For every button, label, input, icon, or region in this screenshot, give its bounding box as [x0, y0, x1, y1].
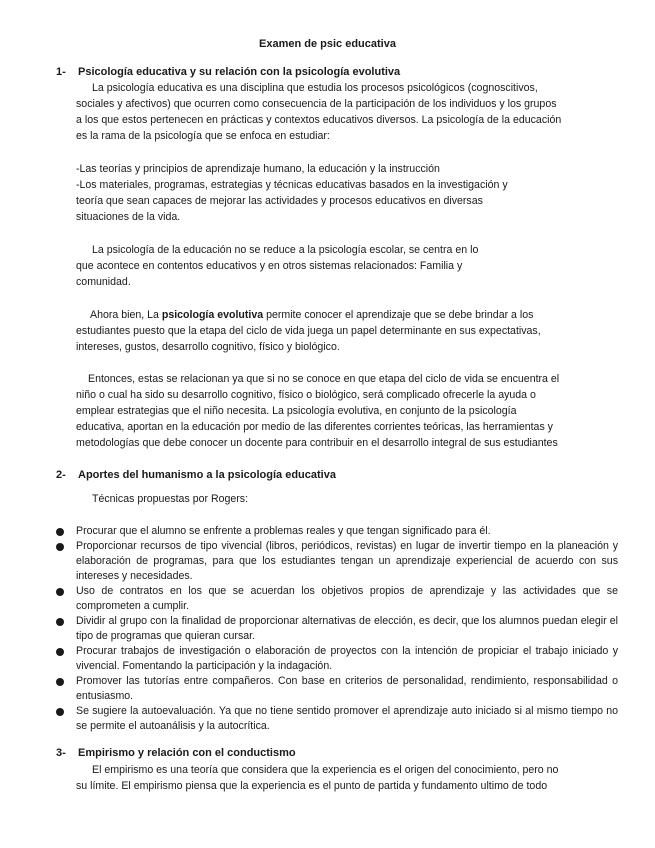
- bullet-icon: [56, 648, 64, 656]
- text-line: comunidad.: [76, 276, 131, 288]
- text-line: su límite. El empirismo piensa que la experiencia es el punto de partida y fundamento ultimo de todo: [76, 780, 548, 792]
- list-item: [56, 644, 618, 674]
- text-span: permite conocer el aprendizaje que se debe brindar a los: [263, 309, 534, 321]
- rogers-techniques-list: [56, 524, 618, 734]
- section-3-number: 3-: [56, 747, 66, 759]
- bullet-icon: [56, 528, 64, 536]
- bullet-icon: [56, 588, 64, 596]
- text-line: a los que estos pertenecen en prácticas y contextos educativos diversos. La psicología de la educación: [76, 114, 562, 126]
- text-line: La psicología educativa es una disciplina que estudia los procesos psicológicos (cognoscitivos,: [92, 82, 538, 94]
- text-line: emplear estrategias que el niño necesita. La psicología evolutiva, en conjunto de la psicología: [76, 405, 517, 417]
- section-1-paragraph-2: [76, 242, 621, 290]
- section-2-intro: Técnicas propuestas por Rogers:: [92, 493, 249, 505]
- section-1-number: 1-: [56, 66, 66, 78]
- text-line: -Los materiales, programas, estrategias y técnicas educativas basados en la investigación y: [76, 179, 508, 191]
- document-title: Examen de psic educativa: [259, 38, 396, 50]
- text-line: que acontece en contentos educativos y en otros sistemas relacionados: Familia y: [76, 260, 463, 272]
- list-item: [56, 524, 618, 539]
- section-1-title: Psicología educativa y su relación con la psicología evolutiva: [78, 66, 401, 78]
- section-2-number: 2-: [56, 469, 66, 481]
- text-line: Entonces, estas se relacionan ya que si no se conoce en que etapa del ciclo de vida se encuentra el: [88, 373, 560, 385]
- list-item: [56, 614, 618, 644]
- section-1-paragraph-1: [76, 80, 621, 144]
- text-line: -Las teorías y principios de aprendizaje humano, la educación y la instrucción: [76, 163, 440, 175]
- keyword-psicologia-evolutiva: psicología evolutiva: [161, 309, 264, 321]
- section-1-paragraph-3: [76, 307, 621, 355]
- bullet-icon: [56, 708, 64, 716]
- bullet-icon: [56, 678, 64, 686]
- section-1-paragraph-4: [76, 371, 621, 451]
- text-line: metodologías que debe conocer un docente para contribuir en el desarrollo integral de sus estudiantes: [76, 437, 558, 449]
- text-span: Ahora bien, La: [90, 309, 162, 321]
- section-3-heading: [56, 745, 296, 761]
- text-line: niño o cual ha sido su desarrollo cognitivo, físico o biológico, será complicado ofrecerle la ayuda o: [76, 389, 536, 401]
- bullet-icon: [56, 618, 64, 626]
- section-1-study-list: [76, 161, 621, 225]
- text-line: es la rama de la psicología que se enfoca en estudiar:: [76, 130, 330, 142]
- list-item-text: Se sugiere la autoevaluación. Ya que no tiene sentido promover el aprendizaje auto iniciado si al mismo tiempo no se permite el autoanálisis y la autocrítica.: [76, 705, 618, 732]
- text-line: sociales y afectivos) que ocurren como consecuencia de la participación de los individuos y los grupos: [76, 98, 557, 110]
- text-line: estudiantes puesto que la etapa del ciclo de vida juega un papel determinante en sus expectativas,: [76, 325, 541, 337]
- list-item-text: Uso de contratos en los que se acuerdan los objetivos propios de aprendizaje y las actividades que se comprometen a cumplir.: [76, 585, 618, 612]
- section-3-paragraph-1: [76, 762, 621, 794]
- list-item-text: Procurar que el alumno se enfrente a problemas reales y que tengan significado para él.: [76, 525, 491, 537]
- bullet-icon: [56, 543, 64, 551]
- text-line: intereses, gustos, desarrollo cognitivo, físico y biológico.: [76, 341, 340, 353]
- section-2-title: Aportes del humanismo a la psicología educativa: [78, 469, 336, 481]
- list-item-text: Proporcionar recursos de tipo vivencial (libros, periódicos, revistas) en lugar de invertir tiempo en la planeación y elaboración de programas, para que los estudiantes tengan un aprendizaje experiencial de acuerdo con sus intereses y necesidades.: [76, 540, 618, 582]
- list-item-text: Dividir al grupo con la finalidad de proporcionar alternativas de elección, es decir, que los alumnos puedan elegir el tipo de programas que quieran cursar.: [76, 615, 618, 642]
- list-item: [56, 539, 618, 584]
- list-item: [56, 584, 618, 614]
- text-line: situaciones de la vida.: [76, 211, 181, 223]
- text-line: La psicología de la educación no se reduce a la psicología escolar, se centra en lo: [92, 244, 479, 256]
- list-item-text: Promover las tutorías entre compañeros. Con base en criterios de personalidad, rendimiento, responsabilidad o entusiasmo.: [76, 675, 618, 702]
- list-item: [56, 674, 618, 704]
- section-1-heading: [56, 64, 400, 80]
- section-3-title: Empirismo y relación con el conductismo: [78, 747, 296, 759]
- text-line: teoría que sean capaces de mejorar las actividades y procesos educativos en diversas: [76, 195, 483, 207]
- text-line: El empirismo es una teoría que considera que la experiencia es el origen del conocimiento, pero no: [92, 764, 559, 776]
- section-2-heading: [56, 467, 336, 483]
- list-item: [56, 704, 618, 734]
- text-line: educativa, aportan en la educación por medio de las diferentes corrientes teóricas, las herramientas y: [76, 421, 553, 433]
- list-item-text: Procurar trabajos de investigación o elaboración de proyectos con la intención de propiciar el trabajo iniciado y vivencial. Fomentando la participación y la indagación.: [76, 645, 618, 672]
- text-line: [76, 307, 621, 323]
